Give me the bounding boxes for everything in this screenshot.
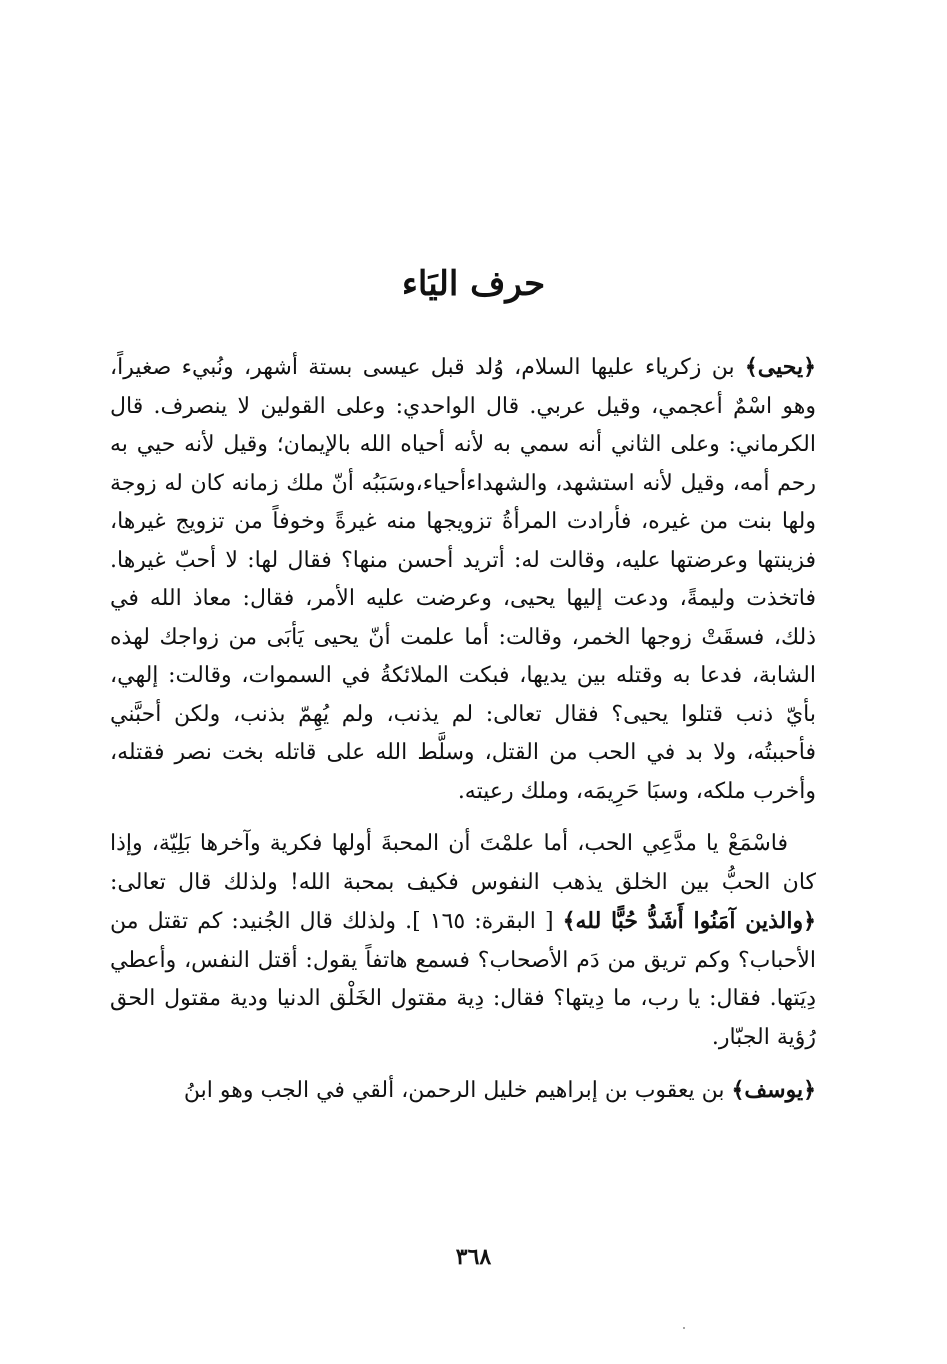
chapter-title: حرف اليَاء	[401, 264, 546, 304]
body-text	[110, 348, 816, 1125]
close-bracket: ﴾	[744, 354, 758, 380]
scan-speck	[683, 1327, 685, 1329]
open-bracket: ﴿	[803, 1077, 816, 1103]
entry-term: يحيى	[757, 354, 804, 380]
entry-yahya	[110, 348, 816, 811]
entry-yusuf	[110, 1071, 816, 1111]
entry-text: بن زكرياء عليها السلام، وُلد قبل عيسى بستة أشهر، ونُبيء صغيراً، وهو اسْمٌ أعجمي، وقيل عربي. قال الواحدي: وعلى القولين لا ينصرف. قال الكرماني: وعلى الثاني أنه سمي به لأنه أحياه الله بالإيمان؛ وقيل لأنه حيي به رحم أمه، وقيل لأنه استشهد، والشهداءأحياء،وسَبَبُه أنّ ملك زمانه كان له زوجة ولها بنت من غيره، فأرادت المرأةُ تزويجها منه غيرةً وخوفاً من تزويج غيرها، فزينتها وعرضتها عليه، وقالت له: أتريد أحسن منها؟ فقال لها: لا أحبّ غيرها. فاتخذت وليمةً، ودعت إليها يحيى، وعرضت عليه الأمر، فقال: معاذ الله في ذلك، فسقَتْ زوجها الخمر، وقالت: أما علمت أنّ يحيى يَأبَى من زواجك لهذه الشابة، فدعا به وقتله بين يديها، فبكت الملائكةُ في السموات، وقالت: إلهي، بأيّ ذنب قتلوا يحيى؟ فقال تعالى: لم يذنب، ولم يُهِمّ بذنب، ولكن أحبَّني فأحببتُه، ولا بد في الحب من القتل، وسلَّط الله على قاتله بخت نصر فقتله، وأخرب ملكه، وسبَا حَرِيمَه، وملك رعيته.	[110, 355, 816, 804]
quote-open-bracket: ﴿	[803, 908, 816, 934]
paragraph-love	[110, 825, 816, 1057]
quote-close-bracket: ﴾	[562, 908, 576, 934]
entry-term: يوسف	[744, 1077, 804, 1103]
open-bracket: ﴿	[803, 354, 816, 380]
page-number: ٣٦٨	[455, 1244, 492, 1270]
close-bracket: ﴾	[731, 1077, 745, 1103]
entry-text: بن يعقوب بن إبراهيم خليل الرحمن، ألقي في الجب وهو ابنُ	[183, 1078, 732, 1103]
quran-quote: والذين آمَنُوا أَشَدُّ حُبًّا لله	[575, 908, 804, 934]
paragraph-text-after: [ البقرة: ١٦٥ ]. ولذلك قال الجُنيد: كم تقتل من الأحباب؟ وكم تريق من دَم الأصحاب؟ فسمع هاتفاً يقول: أقتل النفس، وأعطي دِيَتها. فقال: يا رب، ما دِيتها؟ فقال: دِية مقتول الخَلْق الدنيا ودية مقتول الحق رُؤية الجبّار.	[110, 909, 816, 1050]
paragraph-text-before: فاسْمَعْ يا مدَّعِي الحب، أما علمْتَ أن المحبةَ أولها فكرية وآخرها بَلِيّة، وإذا كان الحبُّ بين الخلق يذهب النفوس فكيف بمحبة الله! ولذلك قال تعالى:	[110, 831, 816, 895]
